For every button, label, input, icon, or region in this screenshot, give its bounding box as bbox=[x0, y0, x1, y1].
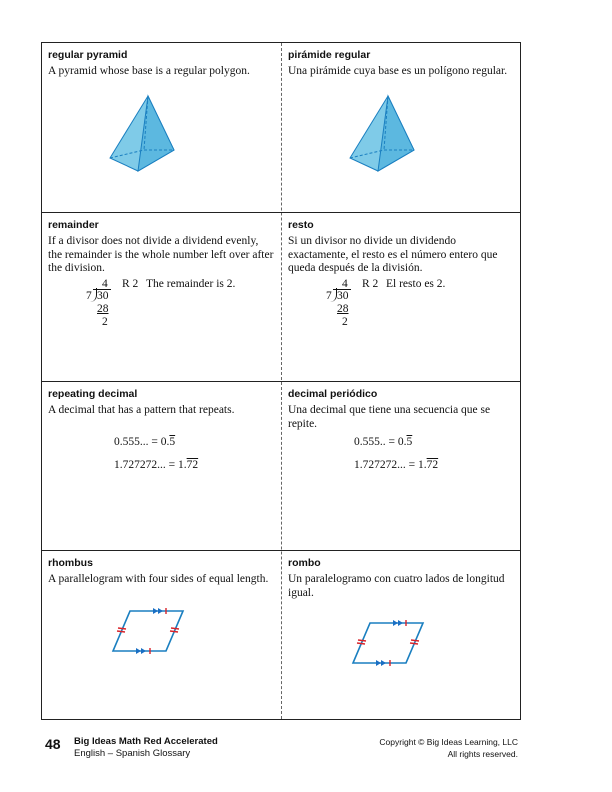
rights-notice: All rights reserved. bbox=[447, 749, 518, 759]
card-regular-pyramid bbox=[42, 43, 281, 212]
rhombus-figure bbox=[110, 607, 190, 657]
card-term: rhombus bbox=[48, 557, 93, 569]
card-definition: A decimal that has a pattern that repeats. bbox=[48, 404, 235, 416]
decimal-example bbox=[114, 436, 175, 448]
repeating-digits: 72 bbox=[186, 459, 199, 471]
decimal-example bbox=[354, 436, 412, 448]
quotient: 4 bbox=[102, 278, 108, 290]
pyramid-figure bbox=[342, 93, 422, 175]
card-rhombus bbox=[42, 551, 281, 720]
card-decimal-periodico bbox=[282, 382, 521, 551]
card-definition: Si un divisor no divide un dividendo exactamente, el resto es el número entero que queda después de la división. bbox=[288, 235, 498, 274]
remainder-value: 2 bbox=[102, 316, 108, 328]
decimal-expression: 1.727272... = 1. bbox=[354, 459, 427, 471]
card-term: pirámide regular bbox=[288, 49, 371, 61]
decimal-expression: 1.727272... = 1. bbox=[114, 459, 187, 471]
remainder-label: R 2 bbox=[362, 278, 379, 290]
card-rombo bbox=[282, 551, 521, 720]
copyright-notice: Copyright © Big Ideas Learning, LLC bbox=[379, 737, 518, 747]
long-division-example bbox=[326, 278, 506, 338]
card-definition: Una decimal que tiene una secuencia que se repite. bbox=[288, 404, 491, 430]
remainder-label: R 2 bbox=[122, 278, 139, 290]
card-term: rombo bbox=[288, 557, 321, 569]
subtracted-value: 28 bbox=[97, 303, 109, 315]
card-definition: Un paralelogramo con cuatro lados de longitud igual. bbox=[288, 573, 505, 599]
card-term: resto bbox=[288, 219, 314, 231]
card-definition: Una pirámide cuya base es un polígono regular. bbox=[288, 65, 508, 77]
subtracted-value: 28 bbox=[337, 303, 349, 315]
book-title: Big Ideas Math Red Accelerated bbox=[74, 736, 218, 747]
repeating-digits: 5 bbox=[169, 436, 176, 448]
page-number: 48 bbox=[45, 736, 61, 752]
glossary-sheet bbox=[41, 42, 521, 720]
remainder-note: The remainder is 2. bbox=[146, 278, 236, 290]
card-repeating-decimal bbox=[42, 382, 281, 551]
dividend: 30 bbox=[97, 290, 109, 302]
card-definition: If a divisor does not divide a dividend evenly, the remainder is the whole number left over after the division. bbox=[48, 235, 274, 274]
rhombus-figure bbox=[350, 619, 430, 669]
card-remainder bbox=[42, 213, 281, 382]
remainder-value: 2 bbox=[342, 316, 348, 328]
card-piramide-regular bbox=[282, 43, 521, 212]
card-term: decimal periódico bbox=[288, 388, 378, 400]
decimal-expression: 0.555... = 0. bbox=[114, 436, 170, 448]
pyramid-figure bbox=[102, 93, 182, 175]
decimal-example bbox=[354, 459, 438, 471]
card-resto bbox=[282, 213, 521, 382]
card-definition: A parallelogram with four sides of equal length. bbox=[48, 573, 269, 585]
decimal-expression: 0.555.. = 0. bbox=[354, 436, 407, 448]
divisor: 7 bbox=[326, 290, 332, 302]
card-definition: A pyramid whose base is a regular polygon. bbox=[48, 65, 250, 77]
quotient: 4 bbox=[342, 278, 348, 290]
decimal-example bbox=[114, 459, 198, 471]
dividend: 30 bbox=[337, 290, 349, 302]
repeating-digits: 72 bbox=[426, 459, 439, 471]
repeating-digits: 5 bbox=[406, 436, 413, 448]
remainder-note: El resto es 2. bbox=[386, 278, 446, 290]
glossary-subtitle: English – Spanish Glossary bbox=[74, 748, 191, 759]
card-term: regular pyramid bbox=[48, 49, 128, 61]
card-term: repeating decimal bbox=[48, 388, 138, 400]
divisor: 7 bbox=[86, 290, 92, 302]
long-division-example bbox=[86, 278, 266, 338]
card-term: remainder bbox=[48, 219, 99, 231]
